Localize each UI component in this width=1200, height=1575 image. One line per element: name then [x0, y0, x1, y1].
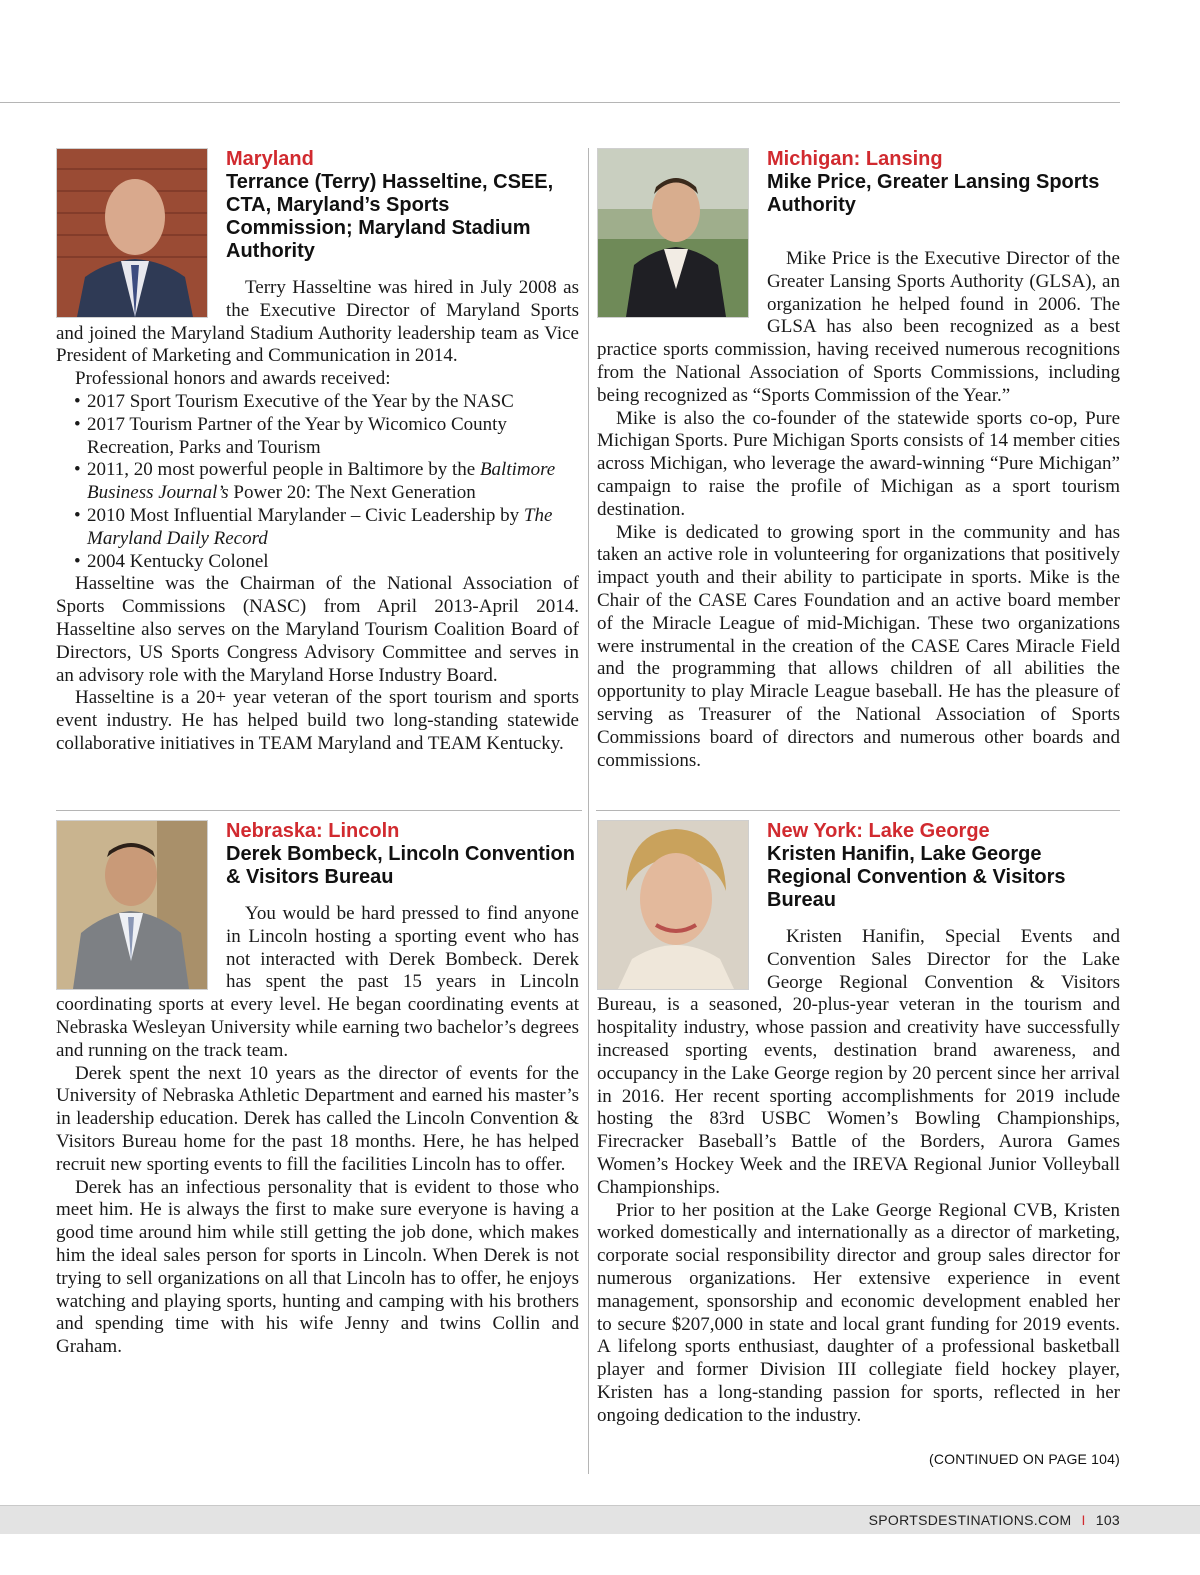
person-name-title: Derek Bombeck, Lincoln Convention & Visitors Bureau [226, 843, 575, 888]
paragraph: Mike is also the co-founder of the statewide sports co-op, Pure Michigan Sports. Pure Michigan Sports consists of 14 member cities across Michigan, who leverage the award-winning “Pure Michigan” campaign to raise the profile of Michigan as a sport tourism destination. [597, 407, 1120, 520]
paragraph: Derek spent the next 10 years as the director of events for the University of Nebraska Athletic Department and earned his master’s in leadership education. Derek has called the Lincoln Convention & Visitors Bureau home for the past 18 months. Here, he has helped recruit new sporting events to fill the facilities Lincoln has to offer. [56, 1062, 579, 1175]
paragraph: Mike Price is the Executive Director of the Greater Lansing Sports Authority (GLSA), an organization he helped found in 2006. The GLSA has also been recognized as a best practice sports commission, having received numerous recognitions from the National Association of Sports Commissions, including being recognized as “Sports Commission of the Year.” [597, 248, 1120, 406]
profile-new-york [597, 820, 1120, 1428]
paragraph: Hasseltine is a 20+ year veteran of the sport tourism and sports event industry. He has helped build two long-standing statewide collaborative initiatives in TEAM Maryland and TEAM Kentucky. [56, 687, 579, 754]
page-number: 103 [1095, 1512, 1120, 1528]
column-divider [588, 148, 589, 1474]
paragraph: Kristen Hanifin, Special Events and Convention Sales Director for the Lake George Regional Convention & Visitors Bureau, is a seasoned, 20-plus-year veteran in the tourism and hospitality industry, whose passion and creativity have successfully increased sporting events, destination brand awareness, and occupancy in the Lake George region by 20 percent since her arrival in 2016. Her recent sporting accomplishments for 2019 include hosting the 83rd USBC Women’s Bowling Championships, Firecracker Baseball’s Battle of the Borders, Aurora Games Women’s Hockey Week and the IREVA Regional Junior Volleyball Championships. [597, 926, 1120, 1198]
paragraph: You would be hard pressed to find anyone in Lincoln hosting a sporting event who has not interacted with Derek Bombeck. Derek has spent the past 15 years in Lincoln coordinating sports at every level. He began coordinating events at Nebraska Wesleyan University while earning two bachelor’s degrees and running on the track team. [56, 903, 579, 1061]
portrait-photo-price [597, 148, 749, 318]
award-item: • 2004 Kentucky Colonel [74, 551, 579, 574]
region-heading: Michigan: Lansing [767, 148, 943, 170]
portrait-hasseltine-image [57, 149, 207, 317]
award-item: • 2017 Tourism Partner of the Year by Wicomico County Recreation, Parks and Tourism [74, 414, 579, 460]
portrait-photo-hanifin [597, 820, 749, 990]
portrait-photo-bombeck [56, 820, 208, 990]
portrait-hanifin-image [598, 821, 748, 989]
footer-separator: I [1081, 1512, 1086, 1528]
paragraph: Mike is dedicated to growing sport in the community and has taken an active role in volunteering for organizations that positively impact youth and their ability to participate in sports. Mike is the Chair of the CASE Cares Foundation and an active board member of the Miracle League of mid-Michigan. These two organizations were instrumental in the creation of the CASE Cares Miracle Field and the programming that allows children of all abilities the opportunity to play Miracle League baseball. He has the pleasure of serving as Treasurer of the National Association of Sports Commissions board of directors and numerous other boards and commissions. [597, 521, 1120, 771]
portrait-price-image [598, 149, 748, 317]
person-name-title: Mike Price, Greater Lansing Sports Authority [767, 171, 1100, 216]
paragraph: Professional honors and awards received: [75, 368, 391, 390]
profile-maryland [56, 148, 579, 756]
person-name-title: Kristen Hanifin, Lake George Regional Convention & Visitors Bureau [767, 843, 1066, 911]
award-item: • 2011, 20 most powerful people in Baltimore by the Baltimore Business Journal’s Power 20: The Next Generation [74, 459, 579, 505]
section-divider-right [596, 810, 1120, 811]
continued-note: (CONTINUED ON PAGE 104) [928, 1451, 1120, 1467]
section-divider-left [56, 810, 582, 811]
award-item: • 2010 Most Influential Marylander – Civic Leadership by The Maryland Daily Record [74, 505, 579, 551]
profile-body [597, 248, 1120, 772]
region-heading: New York: Lake George [767, 820, 990, 842]
profile-michigan [597, 148, 1120, 772]
footer-site[interactable]: SPORTSDESTINATIONS.COM [868, 1512, 1072, 1528]
paragraph: Hasseltine was the Chairman of the National Association of Sports Commissions (NASC) from April 2013-April 2014. Hasseltine also serves on the Maryland Tourism Coalition Board of Directors, US Sports Congress Advisory Committee and serves in an advisory role with the Maryland Horse Industry Board. [56, 573, 579, 686]
paragraph: Derek has an infectious personality that is evident to those who meet him. He is always the first to make sure everyone is having a good time around him while still getting the job done, which makes him the ideal sales person for sports in Lincoln. When Derek is not trying to sell organizations on all that Lincoln has to offer, he enjoys watching and playing sports, hunting and camping with his brothers and spending time with his wife Jenny and twins Collin and Graham. [56, 1176, 579, 1358]
footer-text [869, 1512, 1120, 1528]
paragraph: Prior to her position at the Lake George Regional CVB, Kristen worked domestically and internationally as a director of marketing, corporate social responsibility director and group sales director for numerous organizations. Her extensive experience in event management, sponsorship and economic development enabled her to secure $207,000 in state and local grant funding for 2019 events. A lifelong sports enthusiast, daughter of a professional basketball player and former Division III collegiate field hockey player, Kristen has a long-standing passion for sports, reflected in her ongoing dedication to the industry. [597, 1199, 1120, 1426]
region-heading: Maryland [226, 148, 314, 170]
top-rule [0, 102, 1120, 103]
paragraph: Terry Hasseltine was hired in July 2008 as the Executive Director of Maryland Sports and joined the Maryland Stadium Authority leadership team as Vice President of Marketing and Communication in 2014. [56, 277, 579, 367]
page-footer [0, 1505, 1200, 1534]
awards-list [56, 391, 579, 573]
region-heading: Nebraska: Lincoln [226, 820, 400, 842]
award-item: • 2017 Sport Tourism Executive of the Year by the NASC [74, 391, 579, 414]
profile-body [597, 926, 1120, 1428]
profile-body [56, 277, 579, 756]
portrait-bombeck-image [57, 821, 207, 989]
portrait-photo-hasseltine [56, 148, 208, 318]
profile-nebraska [56, 820, 579, 1359]
person-name-title: Terrance (Terry) Hasseltine, CSEE, CTA, Maryland’s Sports Commission; Maryland Stadium Authority [226, 171, 554, 262]
